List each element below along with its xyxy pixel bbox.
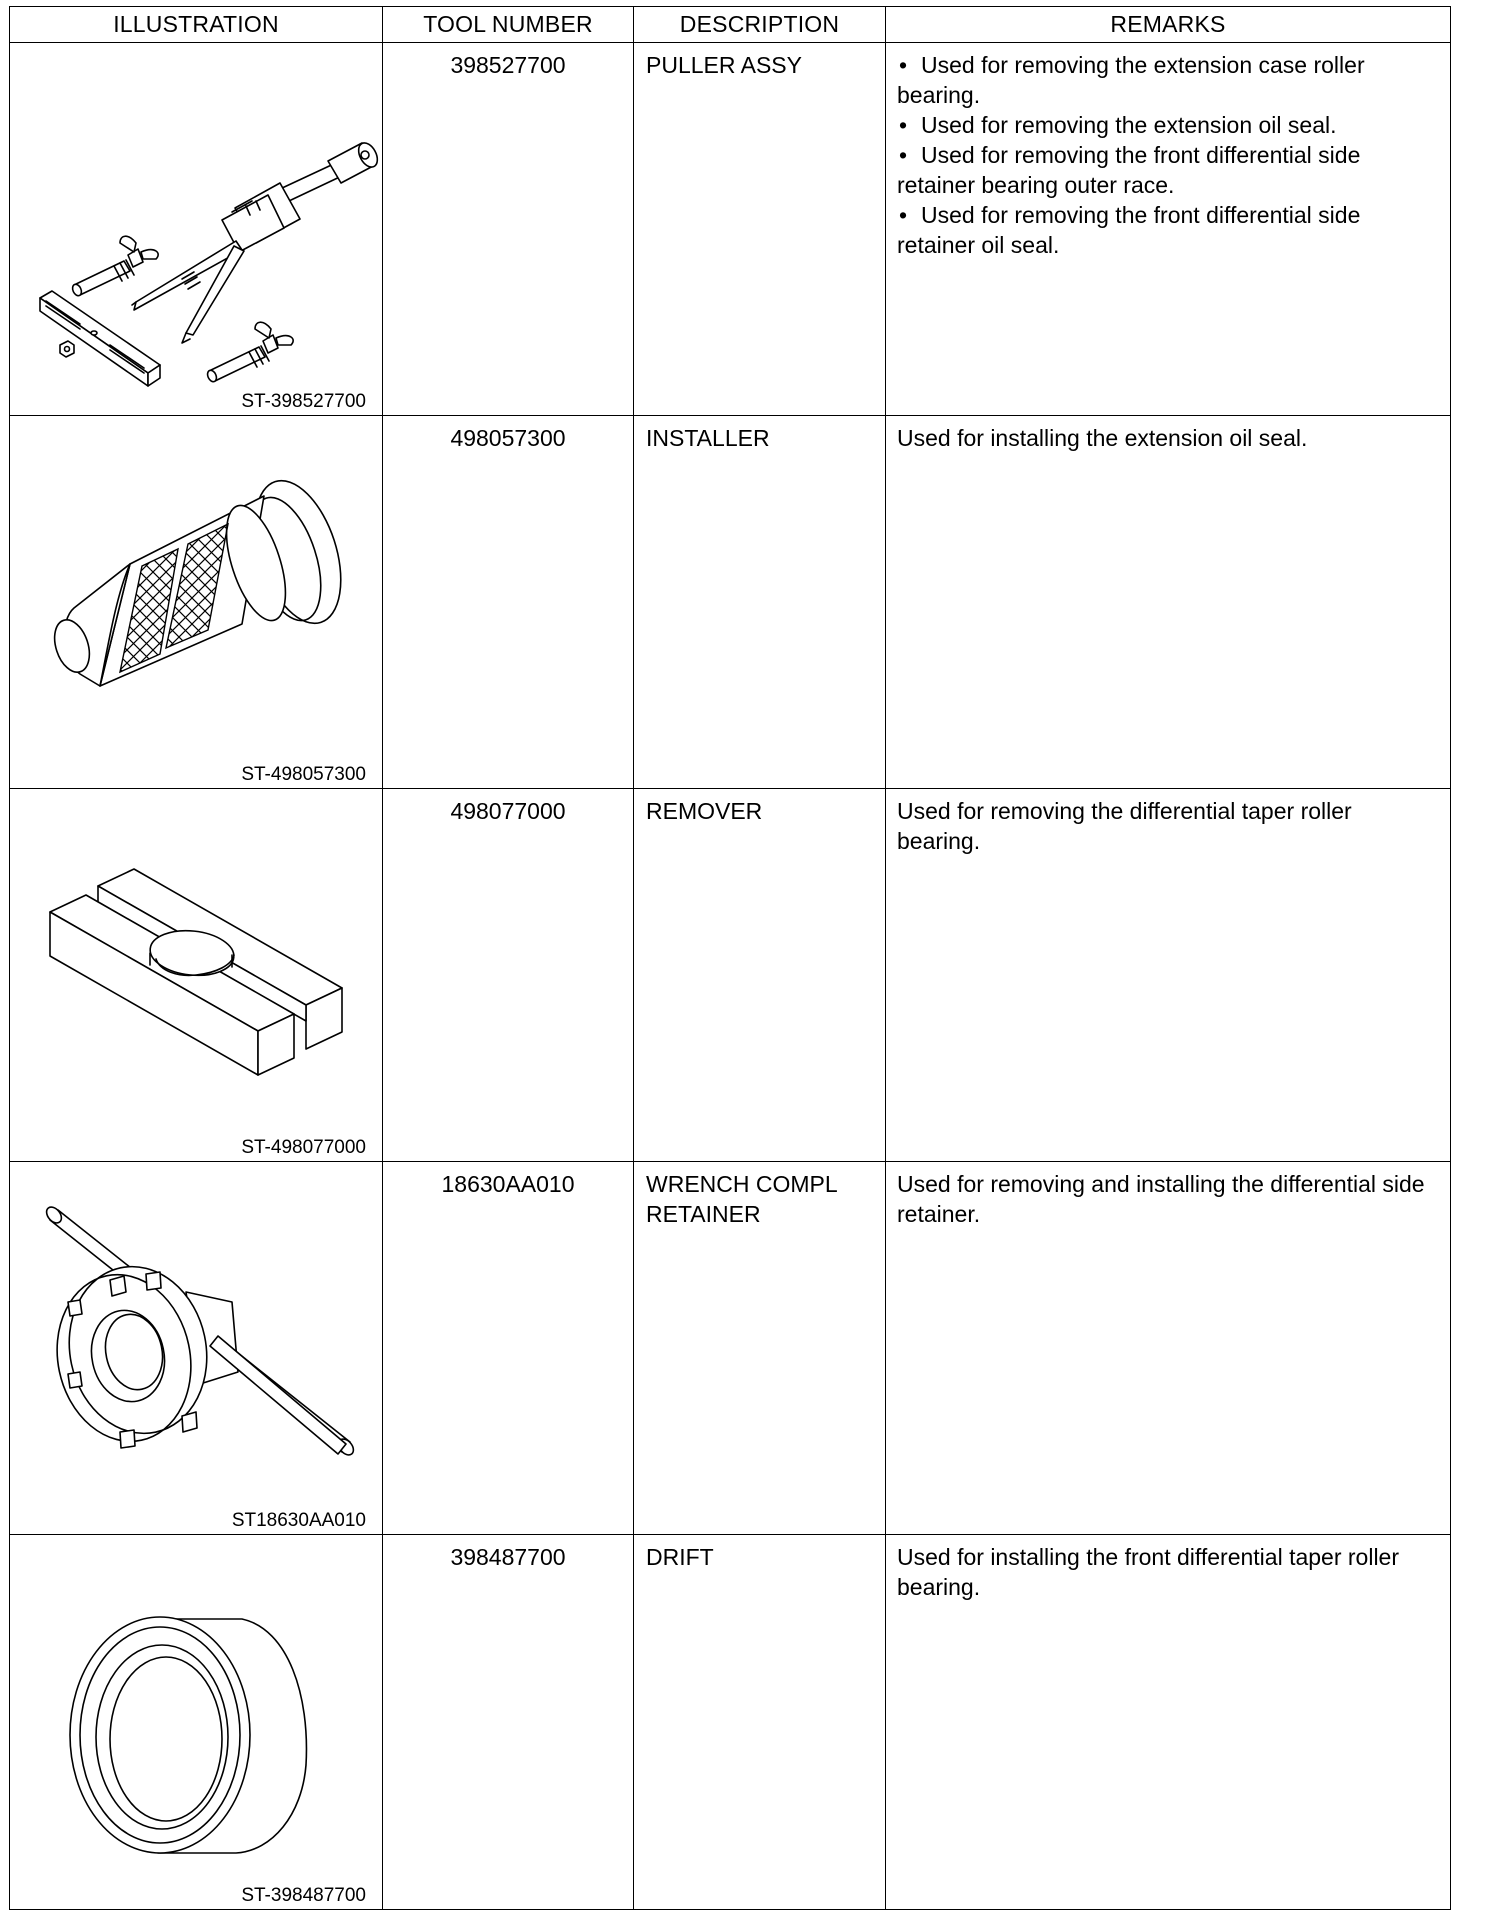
table-row: [10, 416, 1451, 789]
table-row: [10, 1535, 1451, 1910]
header-description: DESCRIPTION: [634, 7, 886, 43]
header-illustration: ILLUSTRATION: [10, 7, 383, 43]
description-cell: WRENCH COMPL RETAINER: [634, 1162, 886, 1535]
remark-item: • Used for removing the front differential side retainer oil seal.: [897, 200, 1440, 260]
remark-item: • Used for removing the front differential side retainer bearing outer race.: [897, 140, 1440, 200]
tool-number-cell: 498057300: [383, 416, 634, 789]
figure-code: ST-398527700: [241, 391, 366, 412]
illustration-cell: [10, 416, 383, 789]
tool-number-cell: 398487700: [383, 1535, 634, 1910]
figure-code: ST-498057300: [241, 764, 366, 785]
figure-code: ST-398487700: [241, 1885, 366, 1906]
illustration-cell: [10, 789, 383, 1162]
description-cell: INSTALLER: [634, 416, 886, 789]
remark-item: • Used for removing the extension oil seal.: [897, 110, 1440, 140]
illustration-cell: [10, 43, 383, 416]
description-cell: REMOVER: [634, 789, 886, 1162]
remarks-cell: Used for installing the extension oil seal.: [886, 416, 1451, 789]
tool-number-cell: 18630AA010: [383, 1162, 634, 1535]
table-row: [10, 1162, 1451, 1535]
table-row: [10, 43, 1451, 416]
special-tools-sheet: [9, 6, 1451, 1910]
remarks-cell: Used for removing the differential taper roller bearing.: [886, 789, 1451, 1162]
remarks-cell: Used for removing and installing the differential side retainer.: [886, 1162, 1451, 1535]
header-tool-number: TOOL NUMBER: [383, 7, 634, 43]
drift-illustration: [10, 1535, 383, 1902]
figure-code: ST-498077000: [241, 1137, 366, 1158]
installer-illustration: [10, 416, 383, 781]
illustration-cell: [10, 1162, 383, 1535]
wrench-compl-retainer-illustration: [10, 1162, 383, 1527]
description-cell: PULLER ASSY: [634, 43, 886, 416]
illustration-cell: [10, 1535, 383, 1910]
special-tools-table: [9, 6, 1451, 1910]
remover-illustration: [10, 789, 383, 1154]
table-row: [10, 789, 1451, 1162]
tool-number-cell: 398527700: [383, 43, 634, 416]
header-remarks: REMARKS: [886, 7, 1451, 43]
puller-assy-illustration: [10, 43, 383, 408]
remarks-cell: Used for installing the front differential taper roller bearing.: [886, 1535, 1451, 1910]
figure-code: ST18630AA010: [231, 1510, 366, 1531]
remark-item: • Used for removing the extension case roller bearing.: [897, 50, 1440, 110]
remarks-cell: [886, 43, 1451, 416]
description-cell: DRIFT: [634, 1535, 886, 1910]
tool-number-cell: 498077000: [383, 789, 634, 1162]
table-header-row: [10, 7, 1451, 43]
